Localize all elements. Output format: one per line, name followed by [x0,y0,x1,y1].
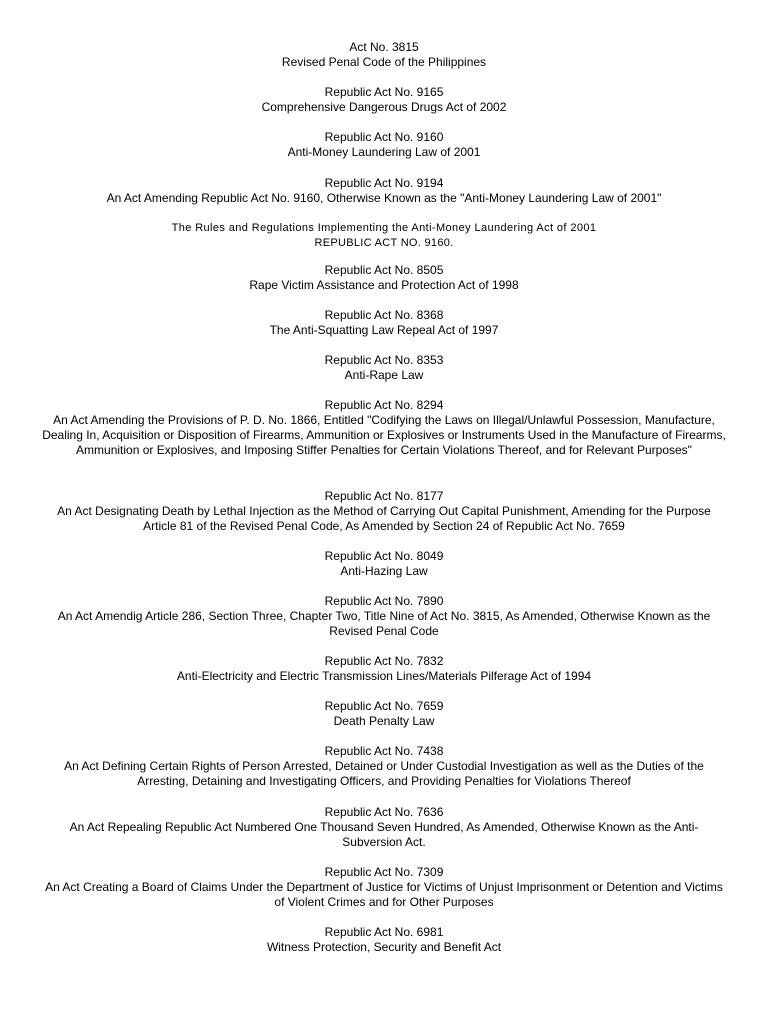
entry-heading: Republic Act No. 7438 [324,744,444,758]
entry-title: Anti-Electricity and Electric Transmission Lines/Materials Pilferage Act of 1994 [176,669,592,683]
law-entry-ra-9165 [40,85,728,115]
entry-heading: Republic Act No. 7832 [324,654,444,668]
entry-heading: Republic Act No. 6981 [324,925,444,939]
law-entry-ra-9194 [40,176,728,206]
law-entry-act-3815 [40,40,728,70]
entry-heading: The Rules and Regulations Implementing the Anti-Money Laundering Act of 2001 [171,222,597,234]
entry-title: An Act Creating a Board of Claims Under the Department of Justice for Victims of Unjust Imprisonment or Detention and Victims of Violent Crimes and for Other Purposes [45,880,723,909]
law-entry-ra-8294 [40,398,728,458]
law-entry-irr-9160 [40,221,728,251]
law-entry-ra-7832 [40,654,728,684]
law-entry-ra-7309 [40,865,728,910]
law-entry-ra-7659 [40,699,728,729]
entry-heading: Republic Act No. 7636 [324,805,444,819]
entry-title: An Act Amending the Provisions of P. D. No. 1866, Entitled "Codifying the Laws on Illegal/Unlawful Possession, Manufacture, Dealing In, Acquisition or Disposition of Firearms, Ammunition or Explosives or Instruments Used in the Manufacture of Firearms, Ammunition or Explosives, and Imposing Stiffer Penalties for Certain Violations Thereof, and for Relevant Purposes" [42,413,726,457]
entry-heading: Republic Act No. 8049 [324,549,444,563]
law-entry-ra-7890 [40,594,728,639]
law-entry-ra-8368 [40,308,728,338]
law-entry-ra-7636 [40,805,728,850]
entry-title: Revised Penal Code of the Philippines [281,55,487,69]
entry-title: An Act Amendig Article 286, Section Three, Chapter Two, Title Nine of Act No. 3815, As Amended, Otherwise Known as the Revised Penal Code [57,609,711,638]
law-entry-ra-8177 [40,489,728,534]
entry-title: REPUBLIC ACT NO. 9160. [314,237,454,249]
law-entry-ra-6981 [40,925,728,955]
entry-heading: Republic Act No. 9165 [324,85,444,99]
law-entry-ra-8505 [40,263,728,293]
entry-heading: Republic Act No. 9194 [324,176,444,190]
entry-title: An Act Designating Death by Lethal Injection as the Method of Carrying Out Capital Punishment, Amending for the Purpose Article 81 of the Revised Penal Code, As Amended by Section 24 of Republic Act No. 7659 [57,504,711,533]
law-entry-ra-8353 [40,353,728,383]
entry-title: Rape Victim Assistance and Protection Act of 1998 [249,278,519,292]
entry-heading: Republic Act No. 8505 [324,263,444,277]
law-entry-ra-8049 [40,549,728,579]
entry-title: An Act Amending Republic Act No. 9160, Otherwise Known as the "Anti-Money Laundering Law of 2001" [106,191,662,205]
law-entry-ra-7438 [40,744,728,789]
entry-heading: Republic Act No. 8368 [324,308,444,322]
entry-title: Death Penalty Law [333,714,435,728]
entry-heading: Republic Act No. 7659 [324,699,444,713]
entry-title: Anti-Rape Law [344,368,424,382]
entry-heading: Act No. 3815 [349,40,419,54]
entry-heading: Republic Act No. 8353 [324,353,444,367]
entry-title: Comprehensive Dangerous Drugs Act of 2002 [261,100,507,114]
entry-title: Anti-Money Laundering Law of 2001 [287,145,481,159]
entry-title: An Act Defining Certain Rights of Person Arrested, Detained or Under Custodial Investigation as well as the Duties of the Arresting, Detaining and Investigating Officers, and Providing Penalties for Violations Thereof [64,759,704,788]
law-entry-ra-9160 [40,130,728,160]
entry-heading: Republic Act No. 7309 [324,865,444,879]
entry-title: An Act Repealing Republic Act Numbered One Thousand Seven Hundred, As Amended, Otherwise Known as the Anti-Subversion Act. [69,820,699,849]
entry-title: Anti-Hazing Law [340,564,428,578]
entry-title: The Anti-Squatting Law Repeal Act of 1997 [269,323,499,337]
entry-title: Witness Protection, Security and Benefit Act [266,940,502,954]
entry-heading: Republic Act No. 9160 [324,130,444,144]
entry-heading: Republic Act No. 7890 [324,594,444,608]
entry-heading: Republic Act No. 8177 [324,489,444,503]
entry-heading: Republic Act No. 8294 [324,398,444,412]
